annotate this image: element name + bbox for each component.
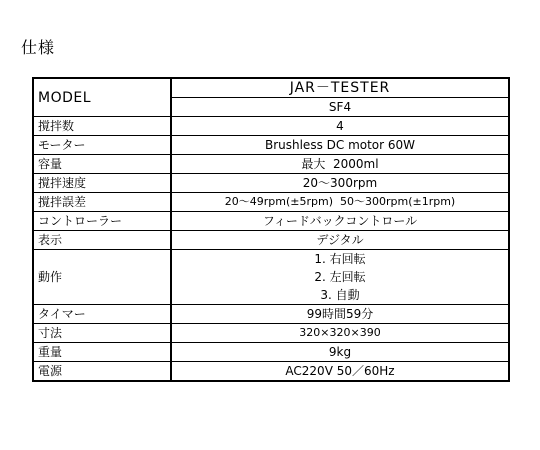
row-value-controller: フィードバックコントロール [171, 212, 509, 231]
model-label: MODEL [33, 78, 171, 117]
row-label-weight: 重量 [33, 343, 171, 362]
row-label-display: 表示 [33, 231, 171, 250]
table-row [33, 193, 509, 212]
row-value-motor: Brushless DC motor 60W [171, 136, 509, 155]
table-row [33, 343, 509, 362]
motion-item: 1. 右回転 [314, 252, 366, 266]
row-label-controller: コントローラー [33, 212, 171, 231]
table-row [33, 324, 509, 343]
table-row [33, 174, 509, 193]
row-value-capacity: 最大 2000ml [171, 155, 509, 174]
row-label-stirring-count: 撹拌数 [33, 117, 171, 136]
row-label-capacity: 容量 [33, 155, 171, 174]
model-name: JAR－TESTER [171, 78, 509, 98]
spec-table [32, 77, 510, 382]
row-value-timer: 99時間59分 [171, 305, 509, 324]
row-label-stirring-error: 撹拌誤差 [33, 193, 171, 212]
row-label-motor: モーター [33, 136, 171, 155]
row-value-weight: 9kg [171, 343, 509, 362]
row-value-motion [171, 250, 509, 305]
row-label-dimensions: 寸法 [33, 324, 171, 343]
table-row [33, 78, 509, 98]
motion-item: 2. 左回転 [314, 270, 366, 284]
page-title: 仕様 [21, 38, 56, 57]
row-value-stirring-count: 4 [171, 117, 509, 136]
table-row [33, 305, 509, 324]
row-label-stirring-speed: 撹拌速度 [33, 174, 171, 193]
table-row [33, 362, 509, 382]
row-value-stirring-speed: 20～300rpm [171, 174, 509, 193]
table-row [33, 136, 509, 155]
motion-item: 3. 自動 [320, 288, 360, 302]
table-row [33, 212, 509, 231]
row-label-motion: 動作 [33, 250, 171, 305]
row-label-power: 電源 [33, 362, 171, 382]
table-row [33, 117, 509, 136]
row-value-stirring-error: 20～49rpm(±5rpm) 50～300rpm(±1rpm) [171, 193, 509, 212]
row-value-display: デジタル [171, 231, 509, 250]
table-row [33, 250, 509, 305]
table-row [33, 231, 509, 250]
row-value-dimensions: 320×320×390 [171, 324, 509, 343]
table-row [33, 155, 509, 174]
row-value-power: AC220V 50／60Hz [171, 362, 509, 382]
row-label-timer: タイマー [33, 305, 171, 324]
model-code: SF4 [171, 98, 509, 117]
